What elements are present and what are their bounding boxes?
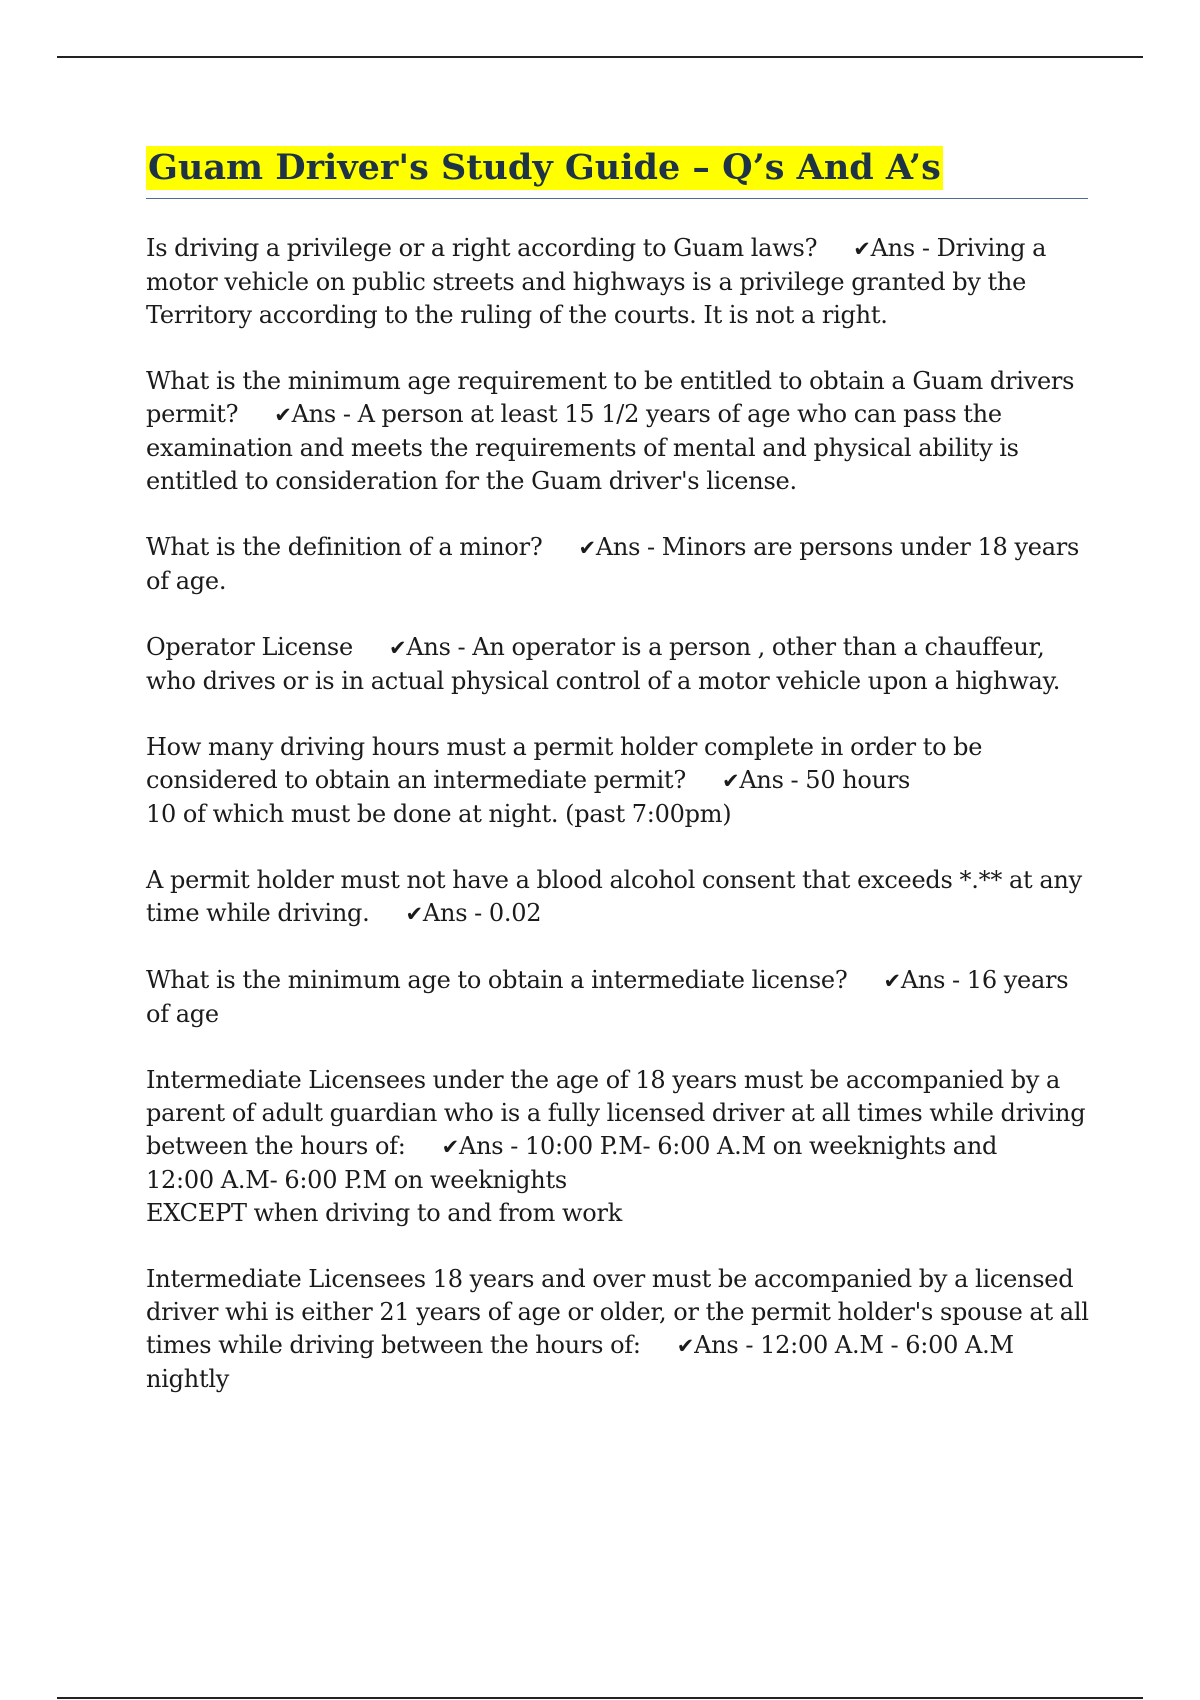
answer-text: 50 hours 10 of which must be done at night. (past 7:00pm): [146, 766, 911, 828]
answer-text: Minors are persons under 18 years of age.: [146, 533, 1086, 595]
answer-text: 16 years of age: [146, 966, 1076, 1028]
question-text: Is driving a privilege or a right according to Guam laws?: [146, 234, 818, 262]
checkmark-icon: ✔: [721, 769, 740, 793]
question-text: A permit holder must not have a blood alcohol consent that exceeds *.** at any time while driving.: [146, 866, 1089, 927]
question-text: What is the minimum age to obtain a intermediate license?: [146, 966, 848, 994]
answer-label: Ans: [694, 1331, 739, 1359]
checkmark-icon: ✔: [405, 902, 423, 926]
answer-label: Ans: [870, 234, 915, 262]
question-text: What is the minimum age requirement to be entitled to obtain a Guam drivers permit?: [146, 367, 1082, 428]
qa-item: [146, 631, 1096, 698]
answer-label: Ans: [900, 966, 946, 994]
answer-separator: -: [467, 899, 489, 927]
answer-separator: -: [914, 234, 937, 262]
answer-text: 10:00 P.M- 6:00 A.M on weeknights and 12:00 A.M- 6:00 P.M on weeknights EXCEPT when driving to and from work: [146, 1132, 998, 1227]
question-text: What is the definition of a minor?: [146, 533, 543, 561]
qa-item: [146, 1064, 1096, 1230]
answer-label: Ans: [422, 899, 468, 927]
checkmark-icon: ✔: [676, 1334, 695, 1358]
answer-separator: -: [503, 1132, 525, 1160]
checkmark-icon: ✔: [853, 237, 871, 261]
answer-label: Ans: [739, 766, 784, 794]
answer-text: An operator is a person , other than a chauffeur, who drives or is in actual physical control of a motor vehicle upon a highway.: [146, 633, 1061, 695]
title-block: [146, 146, 1088, 199]
answer-label: Ans: [406, 633, 451, 661]
qa-item: [146, 731, 1096, 831]
checkmark-icon: ✔: [441, 1135, 459, 1159]
question-text: Intermediate Licensees 18 years and over must be accompanied by a licensed driver whi is either 21 years of age or older, or the permit holder's spouse at all times while driving between the hours of:: [146, 1265, 1096, 1359]
page-bottom-rule: [57, 1697, 1143, 1699]
answer-label: Ans: [291, 400, 336, 428]
answer-text: 0.02: [488, 899, 542, 927]
question-text: How many driving hours must a permit holder complete in order to be considered to obtain an intermediate permit?: [146, 733, 990, 794]
question-text: Intermediate Licensees under the age of 18 years must be accompanied by a parent of adult guardian who is a fully licensed driver at all times while driving between the hours of:: [146, 1066, 1093, 1160]
qa-list: [146, 232, 1096, 1429]
answer-separator: -: [450, 633, 473, 661]
checkmark-icon: ✔: [578, 536, 596, 560]
answer-separator: -: [783, 766, 806, 794]
qa-item: [146, 864, 1096, 931]
answer-separator: -: [335, 400, 358, 428]
answer-label: Ans: [595, 533, 641, 561]
checkmark-icon: ✔: [883, 969, 901, 993]
qa-item: [146, 531, 1096, 598]
qa-item: [146, 232, 1096, 332]
answer-separator: -: [738, 1331, 761, 1359]
answer-text: Driving a motor vehicle on public streets and highways is a privilege granted by the Territory according to the ruling of the courts. It is not a right.: [146, 234, 1054, 329]
page-top-rule: [57, 56, 1143, 58]
qa-item: [146, 964, 1096, 1031]
answer-separator: -: [640, 533, 662, 561]
question-text: Operator License: [146, 633, 353, 661]
qa-item: [146, 1263, 1096, 1396]
answer-text: 12:00 A.M - 6:00 A.M nightly: [146, 1331, 1021, 1393]
qa-item: [146, 365, 1096, 498]
checkmark-icon: ✔: [274, 403, 292, 427]
answer-separator: -: [945, 966, 967, 994]
page-title: Guam Driver's Study Guide – Q’s And A’s: [148, 147, 941, 188]
checkmark-icon: ✔: [388, 636, 407, 660]
answer-label: Ans: [459, 1132, 504, 1160]
answer-text: A person at least 15 1/2 years of age who can pass the examination and meets the requirements of mental and physical ability is entitled to consideration for the Guam driver's license.: [146, 400, 1026, 495]
